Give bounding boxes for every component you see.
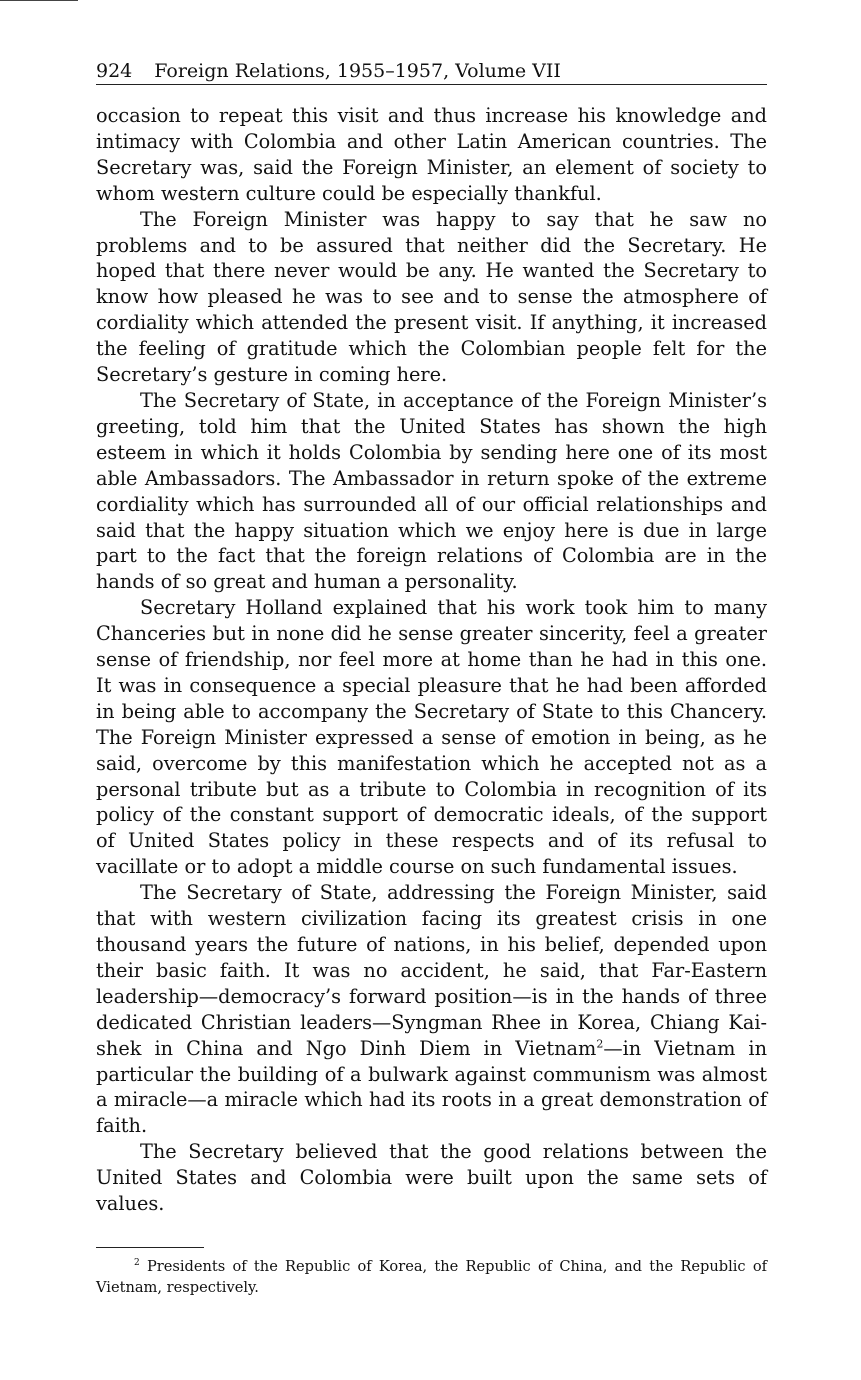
footnote-text: Presidents of the Republic of Korea, the Republic of China, and the Republic of Vietnam, respectively. <box>96 1257 768 1296</box>
page-number: 924 <box>96 60 133 82</box>
footnote-reference[interactable]: 2 <box>596 1037 604 1051</box>
paragraph: The Foreign Minister was happy to say that he saw no problems and to be assured that neither did the Secretary. He hoped that there never would be any. He wanted the Secretary to know how pleased he was to see and to sense the atmosphere of cordiality which attended the present visit. If anything, it increased the feeling of gratitude which the Colombian people felt for the Secretary’s gesture in coming here. <box>96 207 767 387</box>
paragraph: Secretary Holland explained that his work took him to many Chanceries but in none did he sense greater sincerity, feel a greater sense of friendship, nor feel more at home than he had in this one. It was in consequence a special pleasure that he had been afforded in being able to accompany the Secretary of State to this Chancery. The Foreign Minister expressed a sense of emotion in being, as he said, overcome by this manifestation which he accepted not as a personal tribute but as a tribute to Colombia in recognition of its policy of the constant support of democratic ideals, of the support of United States policy in these respects and of its refusal to vacillate or to adopt a middle course on such fundamental issues. <box>96 596 767 879</box>
body-text <box>96 103 767 1217</box>
scan-corner-mark <box>0 0 78 1</box>
paragraph-continued: occasion to repeat this visit and thus increase his knowledge and intimacy with Colombia and other Latin American countries. The Secretary was, said the Foreign Minister, an element of society to whom western culture could be especially thankful. <box>96 104 767 205</box>
paragraph-with-footnote-ref <box>96 880 767 1139</box>
paragraph: The Secretary believed that the good relations between the United States and Colombia were built upon the same sets of values. <box>96 1140 767 1216</box>
document-page <box>96 60 767 1298</box>
paragraph: The Secretary of State, in acceptance of the Foreign Minister’s greeting, told him that the United States has shown the high esteem in which it holds Colombia by sending here one of its most able Ambassadors. The Ambassador in return spoke of the extreme cordiality which has surrounded all of our official relationships and said that the happy situation which we enjoy here is due in large part to the fact that the foreign relations of Colombia are in the hands of so great and human a personality. <box>96 388 767 594</box>
paragraph-text-after-note: —in Vietnam in particular the building of a bulwark against communism was almost a miracle—a miracle which had its roots in a great demonstration of faith. <box>96 1036 767 1138</box>
footnote-divider <box>96 1247 204 1248</box>
footnote-number: 2 <box>134 1258 140 1269</box>
paragraph-text-before-note: The Secretary of State, addressing the Foreign Minister, said that with western civilization facing its greatest crisis in one thousand years the future of nations, in his belief, depended upon their basic faith. It was no accident, he said, that Far-Eastern leadership—democracy’s forward position—is in the hands of three dedicated Christian leaders—Syngman Rhee in Korea, Chiang Kai-shek in China and Ngo Dinh Diem in Vietnam <box>96 881 767 1060</box>
volume-title: Foreign Relations, 1955–1957, Volume VII <box>154 60 561 82</box>
footnote <box>96 1256 767 1298</box>
running-head <box>96 60 767 85</box>
